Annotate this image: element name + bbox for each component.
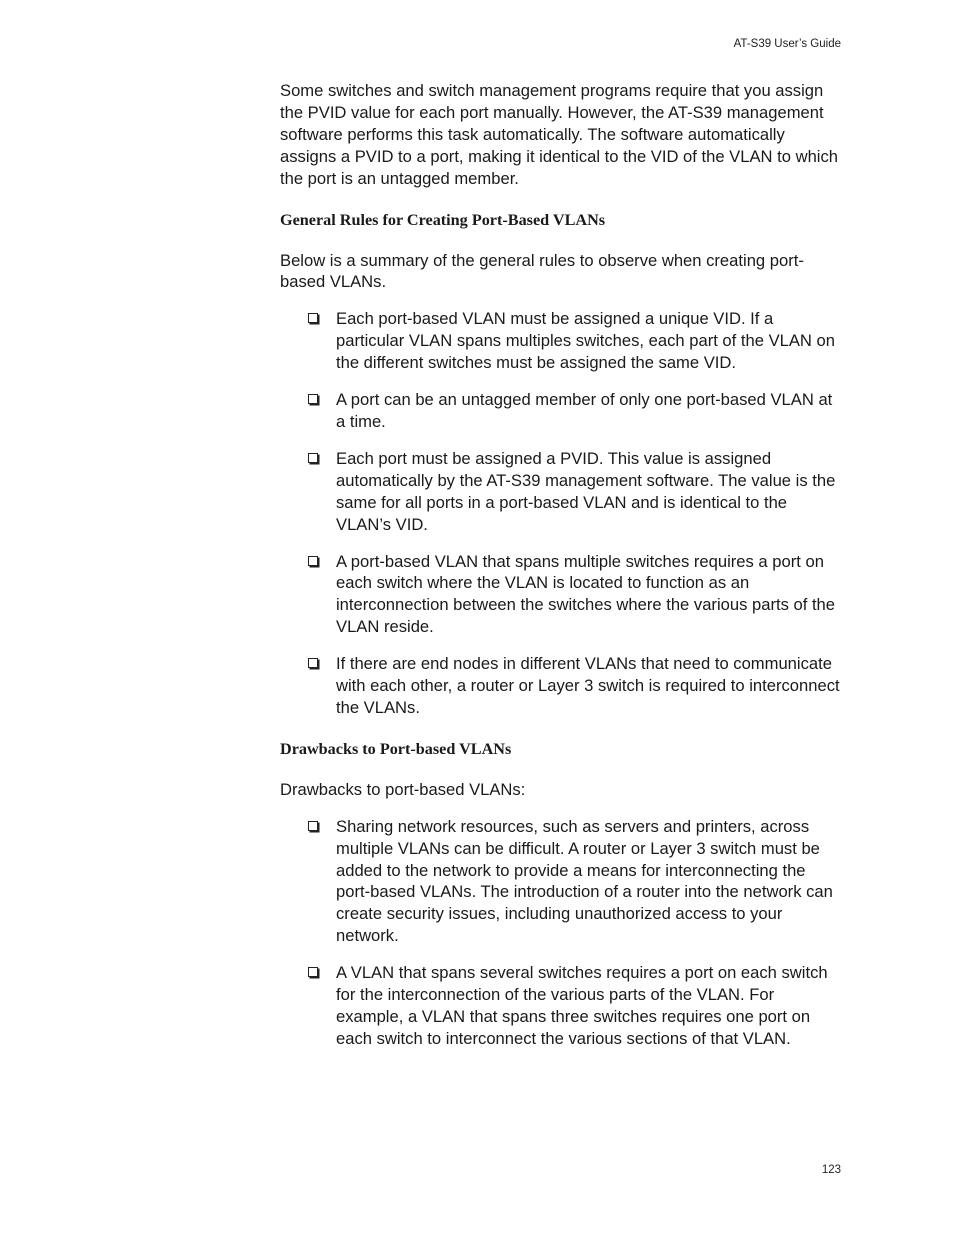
list-item-text: Sharing network resources, such as servers and printers, across multiple VLANs can be difficult. A router or Layer 3 switch must be added to the network to provide a means for interconnecting the port-based VLANs. The introduction of a router into the network can create security issues, including unauthorized access to your network. — [336, 816, 833, 946]
list-item — [308, 389, 842, 433]
list-item — [308, 448, 842, 536]
section-intro-general-rules: Below is a summary of the general rules to observe when creating port-based VLANs. — [280, 250, 804, 292]
list-item-text: Each port must be assigned a PVID. This value is assigned automatically by the AT-S39 management software. The value is the same for all ports in a port-based VLAN and is identical to the VLAN’s VID. — [336, 448, 836, 534]
list-item-text: A port-based VLAN that spans multiple switches requires a port on each switch where the VLAN is located to function as an interconnection between the switches where the various parts of the VLAN reside. — [336, 551, 836, 637]
checkbox-icon — [308, 821, 318, 831]
section-intro-drawbacks: Drawbacks to port-based VLANs: — [280, 779, 526, 799]
list-item-text: A VLAN that spans several switches requires a port on each switch for the interconnection of the various parts of the VLAN. For example, a VLAN that spans three switches requires one port on each switch to interconnect the various sections of that VLAN. — [336, 963, 828, 1048]
checkbox-icon — [308, 556, 318, 566]
list-item-text: Each port-based VLAN must be assigned a unique VID. If a particular VLAN spans multiples switches, each part of the VLAN on the different switches must be assigned the same VID. — [336, 309, 835, 373]
checkbox-icon — [308, 658, 318, 668]
list-item — [308, 308, 842, 374]
section-heading-general-rules: General Rules for Creating Port-Based VLANs — [280, 210, 606, 229]
list-item-text: If there are end nodes in different VLANs that need to communicate with each other, a router or Layer 3 switch is required to interconnect the VLANs. — [336, 654, 840, 717]
list-item — [308, 551, 842, 639]
section-heading-drawbacks: Drawbacks to Port-based VLANs — [280, 739, 512, 758]
running-header: AT-S39 User’s Guide — [733, 38, 841, 50]
list-item — [308, 653, 842, 719]
checkbox-icon — [308, 453, 318, 463]
page-content — [280, 80, 842, 1050]
list-item — [308, 962, 842, 1050]
general-rules-list — [280, 308, 842, 719]
drawbacks-list — [280, 816, 842, 1050]
checkbox-icon — [308, 313, 318, 323]
checkbox-icon — [308, 967, 318, 977]
list-item — [308, 816, 842, 947]
checkbox-icon — [308, 394, 318, 404]
list-item-text: A port can be an untagged member of only one port-based VLAN at a time. — [336, 390, 833, 431]
intro-paragraph: Some switches and switch management programs require that you assign the PVID value for each port manually. However, the AT-S39 management software performs this task automatically. The software automatically assigns a PVID to a port, making it identical to the VID of the VLAN to which the port is an untagged member. — [280, 81, 839, 188]
page-number: 123 — [821, 1164, 841, 1176]
